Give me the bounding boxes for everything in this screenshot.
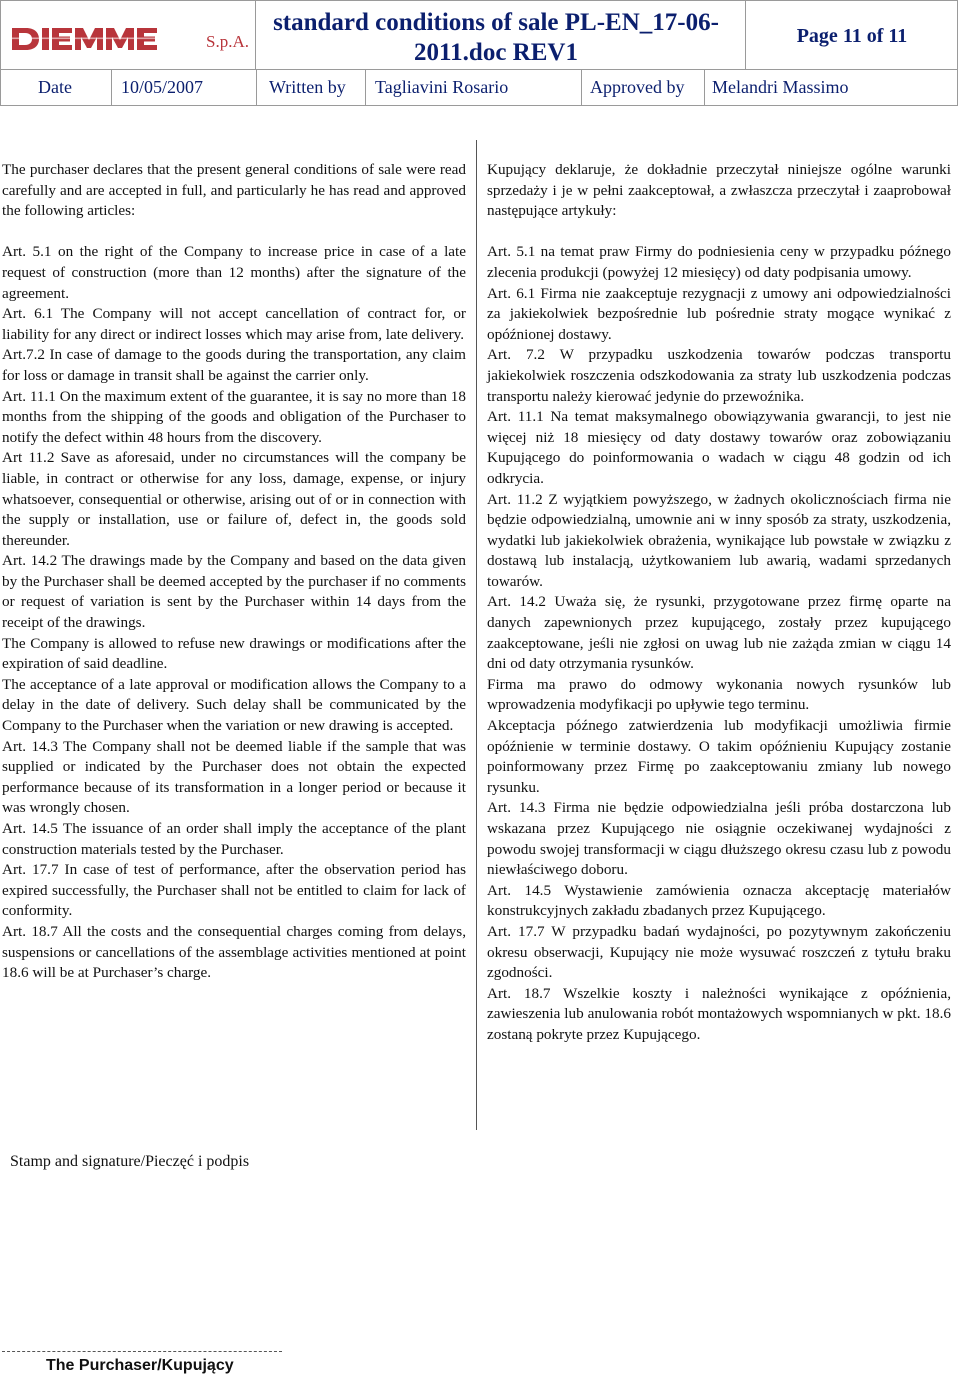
article-paragraph: Art. 5.1 na temat praw Firmy do podniesienia ceny w przypadku późnego zlecenia produkcji (powyżej 12 miesięcy) od daty podpisania umowy. — [487, 243, 951, 281]
intro-paragraph: Kupujący deklaruje, że dokładnie przeczytał niniejsze ogólne warunki sprzedaży i je w pełni zaakceptował, a zwłaszcza przeczytał i zaaprobował następujące artykuły: — [487, 161, 951, 220]
header-divider — [365, 70, 366, 105]
article-paragraph: Art. 14.5 Wystawienie zamówienia oznacza akceptację materiałów konstrukcyjnych zakładu zbadanych przez Kupującego. — [487, 881, 951, 920]
article-paragraph: Art. 6.1 Firma nie zaakceptuje rezygnacji z umowy ani odpowiedzialności za jakiekolwiek bezpośrednie lub pośrednie straty mogące wynikać z opóźnionej dostawy. — [487, 284, 951, 343]
article-paragraph: Art.7.2 In case of damage to the goods during the transportation, any claim for loss or damage in transit shall be against the carrier only. — [2, 346, 466, 384]
document-title — [256, 8, 736, 68]
article-paragraph: Art. 17.7 In case of test of performance, after the observation period has expired successfully, the Purchaser shall not be entitled to claim for lack of conformity. — [2, 861, 466, 920]
article-paragraph: Art. 14.2 Uważa się, że rysunki, przygotowane przez firmę oparte na danych zapewnionych przez kupującego, zostały przez kupującego zaakceptowane, jeśli nie zgłosi on uwag lub nie zażąda zmian w ciągu 14 dni od daty otrzymania rysunków. — [487, 593, 951, 673]
date-label: Date — [38, 77, 72, 97]
diemme-logo-icon — [12, 26, 198, 52]
header-divider — [581, 70, 582, 105]
document-header — [0, 0, 959, 106]
header-divider — [704, 70, 705, 105]
purchaser-label: The Purchaser/Kupujący — [46, 1357, 234, 1374]
article-paragraph: Art. 18.7 All the costs and the consequential charges coming from delays, suspensions or cancellations of the assemblage activities mentioned at point 18.6 will be at Purchaser’s charge. — [2, 922, 466, 982]
approved-by-value: Melandri Massimo — [712, 77, 849, 97]
written-by-value: Tagliavini Rosario — [375, 77, 509, 97]
header-divider — [111, 70, 112, 105]
stamp-signature-label: Stamp and signature/Pieczęć i podpis — [10, 1153, 250, 1170]
article-paragraph: Art. 7.2 W przypadku uszkodzenia towarów podczas transportu jakiekolwiek roszczenia odszkodowania za straty lub uszkodzenia podczas transportu należy kierować jedynie do przewoźnika. — [487, 346, 951, 405]
article-paragraph: Art. 18.7 Wszelkie koszty i należności wynikające z opóźnienia, zawieszenia lub anulowania robót montażowych wspomnianych w pkt. 18.6 zostaną pokryte przez Kupującego. — [487, 984, 951, 1043]
article-paragraph: Art. 5.1 on the right of the Company to increase price in case of a late request of construction (more than 12 months) after the signature of the agreement. — [2, 243, 466, 302]
logo-suffix: S.p.A. — [206, 32, 249, 51]
article-paragraph: Art. 14.5 The issuance of an order shall imply the acceptance of the plant construction materials tested by the Purchaser. — [2, 820, 466, 858]
polish-column — [487, 160, 951, 1046]
article-paragraph: Art. 14.3 The Company shall not be deemed liable if the sample that was supplied or indicated by the Purchaser does not obtain the expected performance because of its transformation in a longer period or because it was wrongly chosen. — [2, 737, 466, 817]
article-paragraph: Art 11.2 Save as aforesaid, under no circumstances will the company be liable, in contract or otherwise for any loss, damage, expense, or injury whatsoever, consequential or otherwise, arising out of or in connection with the supply or installation, use or failure of, defect in, the goods sold thereunder. — [2, 449, 466, 549]
company-logo — [12, 22, 249, 52]
article-paragraph: Akceptacja późnego zatwierdzenia lub modyfikacji umożliwia firmie opóźnienie w terminie dostawy. O takim opóźnieniu Kupujący zostanie poinformowany przez Firmę po zaakceptowaniu zmiany lub nowego rysunku. — [487, 717, 951, 796]
approved-by-label: Approved by — [590, 77, 685, 97]
english-column — [2, 160, 466, 984]
intro-paragraph: The purchaser declares that the present general conditions of sale were read carefully and are accepted in full, and particularly he has read and approved the following articles: — [2, 161, 466, 220]
article-paragraph: Art. 14.2 The drawings made by the Company and based on the data given by the Purchaser shall be deemed accepted by the purchaser if no comments or request of variation is sent by the Purchaser within 14 days from the receipt of the drawings. — [2, 552, 466, 632]
signature-line — [2, 1351, 282, 1352]
column-divider — [476, 140, 477, 1130]
document-title-line: standard conditions of sale PL-EN_17-06- — [273, 9, 719, 36]
article-paragraph: Art. 11.2 Z wyjątkiem powyższego, w żadnych okolicznościach firma nie będzie odpowiedzialną, umownie ani w inny sposób za straty, uszkodzenia, wydatki lub jakiekolwiek obrażenia, wynikające lub powstałe w związku z dostawą lub instalacją, użytkowaniem lub awarią, wadami sprzedanych towarów. — [487, 490, 951, 590]
page-number: Page 11 of 11 — [796, 25, 908, 47]
article-paragraph: Art. 14.3 Firma nie będzie odpowiedzialna jeśli próba dostarczona lub wskazana przez Kupującego nie osiągnie oczekiwanej wydajności z powodu swojej transformacji w ciągu dłuższego okresu czasu lub z powodu niewłaściwego doboru. — [487, 799, 951, 879]
article-paragraph: The acceptance of a late approval or modification allows the Company to a delay in the date of delivery. Such delay shall be communicated by the Company to the Purchaser when the variation or new drawing is accepted. — [2, 675, 466, 735]
date-value: 10/05/2007 — [121, 77, 204, 97]
paragraph-gap — [487, 222, 951, 243]
article-paragraph: Art. 17.7 W przypadku badań wydajności, po pozytywnym zakończeniu okresu obserwacji, Kupujący nie może wysuwać roszczeń z tytułu braku zgodności. — [487, 922, 951, 982]
header-divider — [256, 70, 257, 105]
article-paragraph: Firma ma prawo do odmowy wykonania nowych rysunków lub wprowadzenia modyfikacji po upływie tego terminu. — [487, 675, 951, 714]
paragraph-gap — [2, 222, 466, 243]
written-by-label: Written by — [269, 77, 346, 97]
article-paragraph: Art. 6.1 The Company will not accept cancellation of contract for, or liability for any direct or indirect losses which may arise from, late delivery. — [2, 305, 466, 343]
article-paragraph: Art. 11.1 Na temat maksymalnego obowiązywania gwarancji, to jest nie więcej niż 18 miesięcy od daty dostawy towarów oraz zobowiązaniu Kupującego do poinformowania o wadach w ciągu 48 godzin od ich odkrycia. — [487, 408, 951, 487]
article-paragraph: The Company is allowed to refuse new drawings or modifications after the expiration of said deadline. — [2, 634, 466, 673]
document-title-line: 2011.doc REV1 — [414, 39, 578, 66]
article-paragraph: Art. 11.1 On the maximum extent of the guarantee, it is say no more than 18 months from the shipping of the goods and obligation of the Purchaser to notify the defect within 48 hours from the discovery. — [2, 387, 466, 446]
